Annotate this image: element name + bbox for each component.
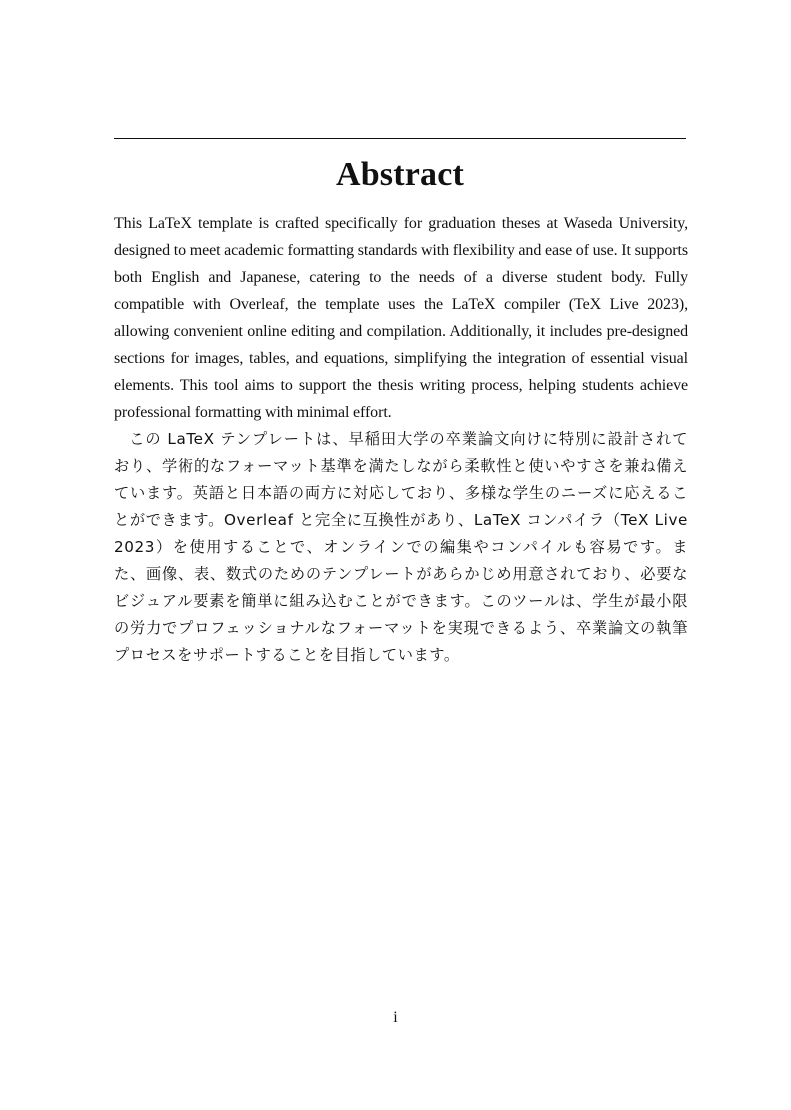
page-number: i <box>393 1009 398 1026</box>
english-paragraph: This LaTeX template is crafted specifically for graduation theses at Waseda University, designed to meet academic formatting standards with flexibility and ease of use. It supports both English and Japanese, catering to the needs of a diverse student body. Fully compatible with Overleaf, the template uses the LaTeX compiler (TeX Live 2023), allowing convenient online editing and compilation. Additionally, it includes pre-designed sections for images, tables, and equations, simplifying the integration of essential visual elements. This tool aims to support the thesis writing process, helping students achieve professional formatting with minimal effort. <box>114 215 688 421</box>
top-rule <box>114 138 686 139</box>
page-title: Abstract <box>335 156 465 193</box>
japanese-paragraph: この LaTeX テンプレートは、早稲田大学の卒業論文向けに特別に設計されており、学術的なフォーマット基準を満たしながら柔軟性と使いやすさを兼ね備えています。英語と日本語の両方に対応しており、多様な学生のニーズに応えることができます。Overleaf と完全に互換性があり、LaTeX コンパイラ（TeX Live 2023）を使用することで、オンラインでの編集やコンパイルも容易です。また、画像、表、数式のためのテンプレートがあらかじめ用意されており、必要なビジュアル要素を簡単に組み込むことができます。このツールは、学生が最小限の労力でプロフェッショナルなフォーマットを実現できるよう、卒業論文の執筆プロセスをサポートすることを目指しています。 <box>114 430 688 664</box>
abstract-body <box>114 210 688 669</box>
